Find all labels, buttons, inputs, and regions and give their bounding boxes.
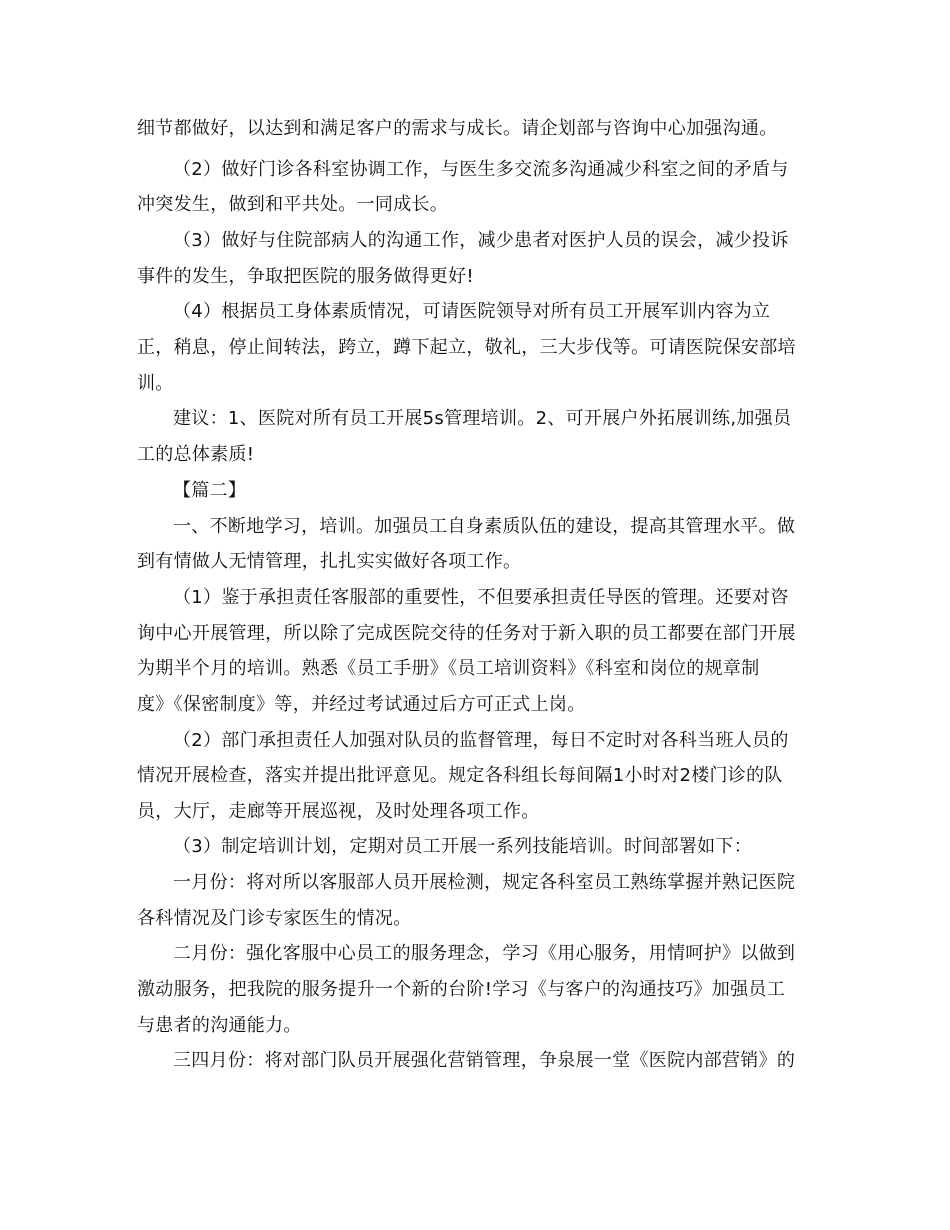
text-line: 工的总体素质! [137, 444, 255, 465]
text-line: 询中心开展管理，所以除了完成医院交待的任务对于新入职的员工都要在部门开展 [137, 623, 796, 644]
text-line: 事件的发生，争取把医院的服务做得更好! [137, 266, 474, 287]
text-line: 冲突发生，做到和平共处。一同成长。 [137, 194, 449, 215]
section-heading: 【篇二】 [173, 480, 247, 501]
text-line: 建议：1、医院对所有员工开展5s管理培训。2、可开展户外拓展训练,加强员 [173, 408, 792, 429]
text-line: （2）做好门诊各科室协调工作，与医生多交流多沟通减少科室之间的矛盾与 [173, 159, 789, 180]
text-line: 为期半个月的培训。熟悉《员工手册》《员工培训资料》《科室和岗位的规章制 [137, 658, 760, 679]
text-line: 与患者的沟通能力。 [137, 1015, 302, 1036]
text-line: 度》《保密制度》等，并经过考试通过后方可正式上岗。 [137, 694, 586, 715]
text-line: 一、不断地学习，培训。加强员工自身素质队伍的建设，提高其管理水平。做 [173, 516, 796, 537]
text-line: 情况开展检查，落实并提出批评意见。规定各科组长每间隔1小时对2楼门诊的队 [137, 765, 783, 786]
text-line: 二月份：强化客服中心员工的服务理念，学习《用心服务，用情呵护》以做到 [173, 943, 796, 964]
text-line: （4）根据员工身体素质情况，可请医院领导对所有员工开展军训内容为立 [173, 301, 771, 322]
text-line: 员，大厅，走廊等开展巡视，及时处理各项工作。 [137, 801, 540, 822]
text-line: （3）制定培训计划，定期对员工开展一系列技能培训。时间部署如下： [173, 836, 753, 857]
text-line: 正，稍息，停止间转法，跨立，蹲下起立，敬礼，三大步伐等。可请医院保安部培 [137, 337, 796, 358]
text-line: （2）部门承担责任人加强对队员的监督管理，每日不定时对各科当班人员的 [173, 730, 789, 751]
text-line: 到有情做人无情管理，扎扎实实做好各项工作。 [137, 551, 522, 572]
text-line: 训。 [137, 373, 174, 394]
text-line: （1）鉴于承担责任客服部的重要性，不但要承担责任导医的管理。还要对咨 [173, 587, 789, 608]
text-line: （3）做好与住院部病人的沟通工作，减少患者对医护人员的误会，减少投诉 [173, 230, 789, 251]
text-line: 细节都做好，以达到和满足客户的需求与成长。请企划部与咨询中心加强沟通。 [137, 118, 778, 139]
text-line: 一月份：将对所以客服部人员开展检测，规定各科室员工熟练掌握并熟记医院 [173, 872, 796, 893]
text-line: 各科情况及门诊专家医生的情况。 [137, 908, 412, 929]
text-line: 三四月份：将对部门队员开展强化营销管理，争泉展一堂《医院内部营销》的 [173, 1050, 796, 1071]
text-line: 激动服务，把我院的服务提升一个新的台阶!学习《与客户的沟通技巧》加强员工 [137, 979, 786, 1000]
